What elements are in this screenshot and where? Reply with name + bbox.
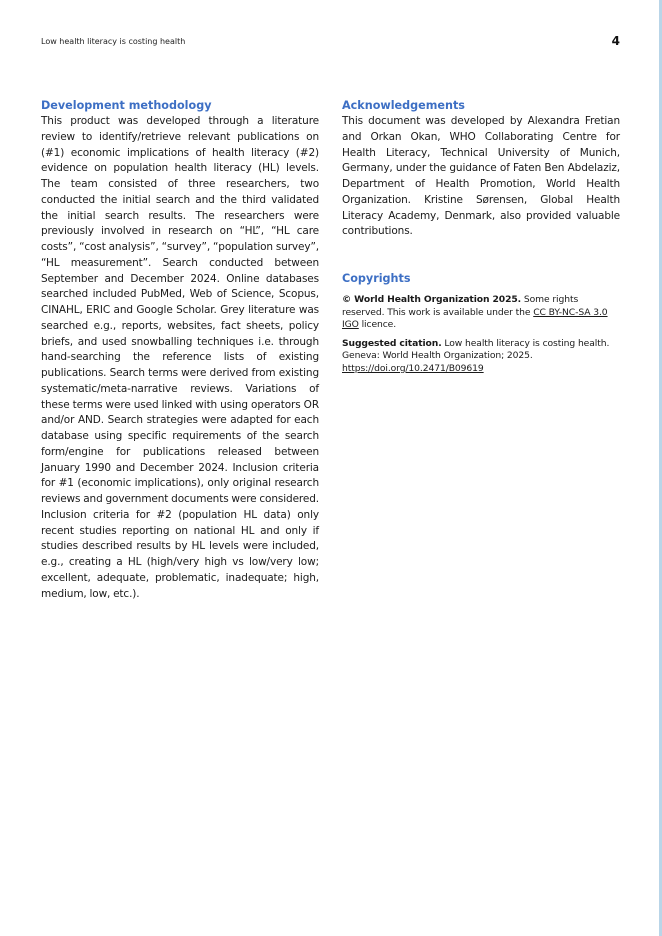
acknowledgements-body: This document was developed by Alexandra Fretian and Orkan Okan, WHO Collaborating Centre for Health Literacy, Technical University of Munich, Germany, under the guidance of Faten Ben Abdelaziz, Department of Health Promotion, World Health Organization. Kristine Sørensen, Global Health Literacy Academy, Denmark, also provided valuable contributions. <box>342 115 620 238</box>
methodology-body: This product was developed through a literature review to identify/retrieve relevant publications on (#1) economic implications of health literacy (#2) evidence on population health literacy (HL) levels. The team consisted of three researchers, two conducted the initial search and the third validated the initial search results. The researchers were previously involved in research on “HL”, “HL care costs”, “cost analysis”, “survey”, “population survey”, “HL measurement”. Search conducted between September and December 2024. Online databases searched included PubMed, Web of Science, Scopus, CINAHL, ERIC and Google Scholar. Grey literature was searched e.g., reports, websites, fact sheets, policy briefs, and used snowballing techniques i.e. through hand-searching the reference lists of existing publications. Search terms were derived from existing systematic/meta-narrative reviews. Variations of these terms were used linked with using operators OR and/or AND. Search strategies were adapted for each database using specific requirements of the search form/engine for publications released between January 1990 and December 2024. Inclusion criteria for #1 (economic implications), only original research reviews and government documents were considered. Inclusion criteria for #2 (population HL data) only recent studies reporting on national HL and only if studies described results by HL levels were included, e.g., creating a HL (high/very high vs low/very low; excellent, adequate, problematic, inadequate; high, medium, low, etc.). <box>41 115 319 600</box>
doi-link[interactable]: https://doi.org/10.2471/B09619 <box>342 362 484 374</box>
acknowledgements-section <box>342 98 620 240</box>
acknowledgements-heading: Acknowledgements <box>342 99 465 112</box>
methodology-section <box>41 98 319 602</box>
right-column <box>342 98 620 375</box>
citation-text: Low health literacy is costing health. Geneva: World Health Organization; 2025. <box>342 337 610 361</box>
copyright-owner: © World Health Organization 2025. <box>342 294 522 305</box>
suggested-citation <box>342 338 620 376</box>
copyrights-section <box>342 271 620 375</box>
copyright-rights: Some rights reserved. This work is available under the <box>342 294 579 318</box>
copyrights-heading: Copyrights <box>342 272 411 285</box>
methodology-heading: Development methodology <box>41 99 212 112</box>
copyright-statement <box>342 294 620 332</box>
licence-suffix: licence. <box>358 319 397 330</box>
running-header-title: Low health literacy is costing health <box>41 37 186 46</box>
page-number: 4 <box>611 34 620 48</box>
citation-label: Suggested citation. <box>342 337 442 349</box>
license-link[interactable]: CC BY-NC-SA 3.0 IGO <box>342 306 608 330</box>
